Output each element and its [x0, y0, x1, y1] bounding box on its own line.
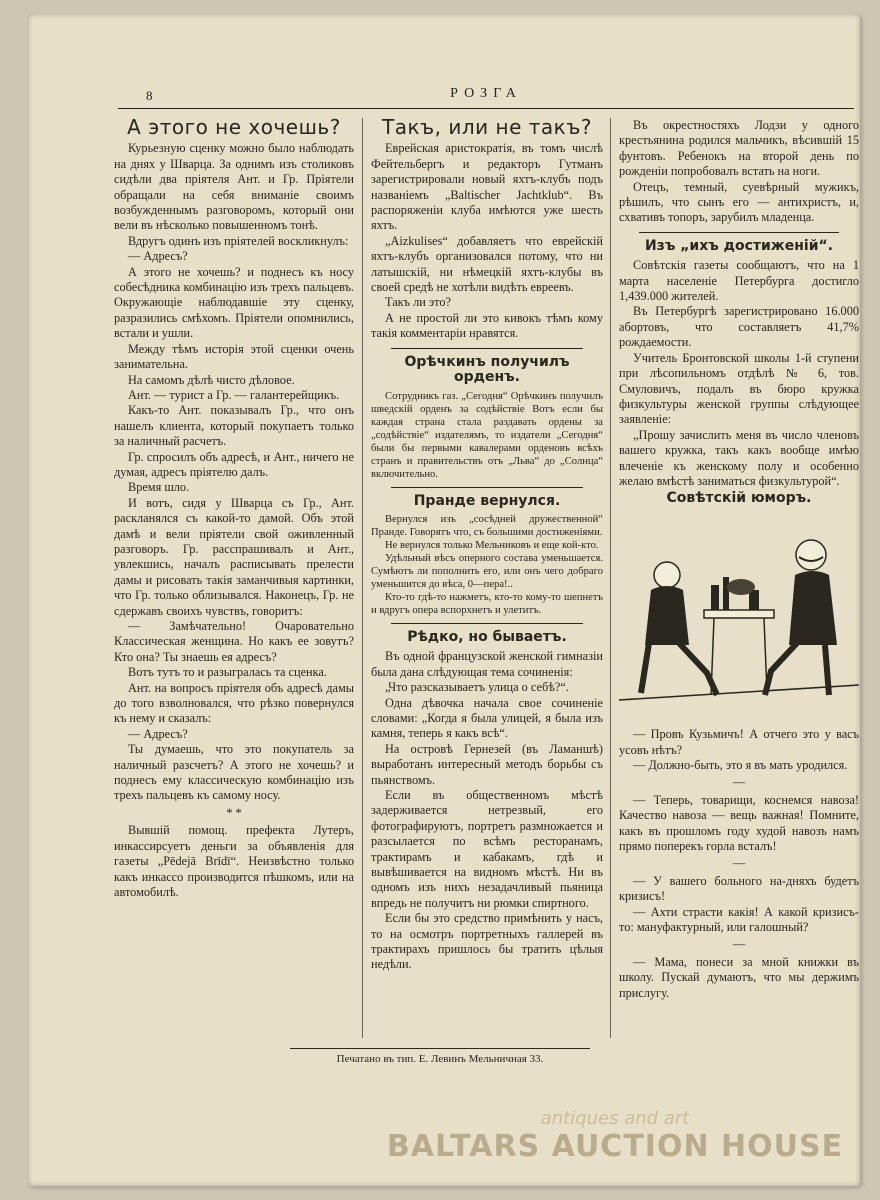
watermark-name: BALTARS AUCTION HOUSE — [386, 1129, 844, 1164]
page-header — [118, 86, 854, 109]
dash-separator: — — [732, 775, 746, 790]
paragraph: Гр. спросилъ объ адресѣ, и Ант., ничего не думая, адресъ пріятелю далъ. — [114, 449, 354, 479]
paragraph: Не вернулся только Мельниковъ и еще кой-кто. — [385, 539, 599, 551]
paragraph: Вдругъ одинъ изъ пріятелей воскликнулъ: — [128, 233, 349, 248]
paragraph: И вотъ, сидя у Шварца съ Гр., Ант. раскланялся съ какой-то дамой. Объ этой дамѣ и вели пріятели свой оживленный разговоръ. Гр. расспрашивалъ и Ант., увлекшись, началъ расписывать прелести дамы и рисовать такія заманчивыя картинки, что Гр. только облизывался. Наконецъ, Гр. не сдержавъ своихъ чувствъ, говоритъ: — [114, 495, 354, 618]
dialog-line: — Провъ Кузьмичъ! А отчего это у васъ усовъ нѣтъ? — [619, 727, 859, 757]
auction-watermark — [380, 1108, 850, 1170]
paragraph: Въ окрестностяхъ Лодзи у одного крестьянина родился мальчикъ, вѣсившій 15 фунтовъ. Ребенокъ на второй день по рожденіи попробовалъ встать на ноги. — [619, 118, 859, 179]
paragraph: Курьезную сценку можно было наблюдать на днях у Шварца. За однимъ изъ столиковъ сидѣли два пріятеля Ант. и Гр. Пріятели обращали на себя вниманіе своимъ возбужденнымъ разговоромъ, который они вели въ нѣсколько повышенномъ тонѣ. — [114, 141, 354, 233]
paragraph: — Адресъ? — [128, 726, 188, 741]
paragraph: Если бы это средство примѣнить у насъ, то на осмотръ портретныхъ галлерей въ трактирахъ пришлось бы тратить цѣлыя недѣли. — [371, 911, 603, 972]
paragraph: А не простой ли это кивокъ тѣмъ кому такія комментаріи нравятся. — [371, 310, 603, 341]
dialog-line: — Должно-быть, это я въ мать уродился. — [633, 757, 848, 772]
article-title-sovetsky-yumor: Совѣтскій юморъ. — [666, 490, 812, 507]
article-title-a-etogo: А этого не хочешь? — [127, 118, 341, 139]
divider — [639, 232, 839, 233]
paragraph: Отецъ, темный, суевѣрный мужикъ, рѣшилъ, что сынъ его — антихристъ, и, схвативъ топоръ, зарубилъ младенца. — [619, 179, 859, 225]
paragraph: „Что разсказываетъ улица о себѣ?“. — [385, 680, 569, 695]
column-3 — [610, 118, 859, 1038]
paragraph: Кто-то гдѣ-то нажметъ, кто-то кому-то шепнетъ и вдругъ опера вспорхнетъ и улетитъ. — [371, 591, 603, 616]
paragraph: Совѣтскія газеты сообщаютъ, что на 1 марта населеніе Петербурга достигло 1,439.000 жителей. — [619, 258, 859, 304]
paragraph: — Замѣчательно! Очаровательно Классическая женщина. Но какъ ее зовутъ? Кто она? Ты знаешь ея адресъ? — [114, 619, 354, 664]
watermark-tagline: antiques and art — [540, 1108, 690, 1129]
dash-separator: — — [732, 856, 746, 871]
paragraph: Удѣльный вѣсъ оперного состава уменьшается. Сумѣютъ ли пополнить его, или онъ чего добраго уменьшится до вѣса, 0—пера!.. — [371, 552, 603, 590]
cartoon-illustration — [619, 515, 859, 715]
article-title-redko: Рѣдко, но бываетъ. — [407, 628, 567, 645]
article-title-prande: Пранде вернулся. — [413, 492, 561, 509]
paragraph-luter: Вывшій помощ. префекта Лутеръ, инкассирсуетъ деньги за объявленія для газеты „Pēdejā Brīdī“. Неизвѣстно только какъ инкассо производится пѣшкомъ, или на автомобилѣ. — [114, 823, 354, 899]
column-1 — [114, 118, 354, 1038]
paragraph: Время шло. — [128, 480, 190, 495]
article-title-ikh-dostizheniy: Изъ „ихъ достиженій“. — [644, 237, 834, 254]
dialog-line: — Ахти страсти какія! А какой кризисъ-то: мануфактурный, или галошный? — [619, 904, 859, 935]
paragraph: Между тѣмъ исторія этой сценки очень занимательна. — [114, 341, 354, 372]
paragraph: Такъ ли это? — [385, 295, 451, 310]
paragraph: Одна дѣвочка начала свое сочиненіе словами: „Когда я была улицей, я была изъ камня, теперь я какъ всѣ“. — [371, 695, 603, 741]
paragraph: „Прошу зачислить меня въ число членовъ вашего кружка, такъ какъ вообще имѣю влеченіе къ женскому полу и особенно желаю вмѣстѣ заниматься физкультурой“. — [619, 427, 859, 488]
paragraph: На самомъ дѣлѣ чисто дѣловое. — [128, 372, 295, 387]
paragraph: Ант. на вопросъ пріятеля объ адресѣ дамы до того взволновался, что рѣзко повернулся къ нему и сказалъ: — [114, 680, 354, 726]
paragraph: Ант. — турист а Гр. — галантерейщикъ. — [128, 387, 340, 402]
dialog-line: — Мама, понеси за мной книжки въ школу. Пускай думаютъ, что мы держимъ прислугу. — [619, 954, 859, 1000]
article-title-orechkin: Орѣчкинъ получилъ орденъ. — [404, 353, 570, 386]
article-title-tak-ili: Такъ, или не такъ? — [381, 118, 592, 139]
paragraph: Вернулся изъ „сосѣдней дружественной“ Пранде. Говорятъ что, съ большими достиженіями. — [371, 513, 603, 538]
paragraph: — Адресъ? — [128, 249, 188, 264]
page-number: 8 — [146, 88, 153, 103]
paragraph: На островѣ Гернезей (въ Ламаншѣ) выработанъ интересный методъ борьбы съ пьянствомъ. — [371, 741, 603, 787]
paragraph: А этого не хочешь? и поднесъ къ носу собесѣдника комбинацію изъ трехъ пальцевъ. Окружающіе наблюдавшіе эту сценку, разразились смѣхомъ. Пріятели опомнились, встали и ушли. — [114, 264, 354, 341]
divider — [391, 348, 583, 349]
section-stars: * * — [226, 805, 242, 820]
paragraph: Ты думаешь, что это покупатель за наличный разсчетъ? А этого не хочешь? и поднесъ ему классическую комбинацію изъ трехъ пальцевъ къ самому носу. — [114, 742, 354, 803]
paragraph: Если въ общественномъ мѣстѣ задерживается нетрезвый, его фотографируютъ, портретъ размножается и разсылается по всѣмъ ресторанамъ, трактирамъ и кабакамъ, гдѣ и вывѣшивается на видномъ мѣстѣ. Ни въ одномъ изъ нихъ незадачливый пьяница впредь не получитъ ни рюмки спиртного. — [371, 787, 603, 910]
dash-separator: — — [732, 937, 746, 952]
paragraph: Какъ-то Ант. показывалъ Гр., что онъ нашелъ клиента, который покупаетъ только за наличный расчетъ. — [114, 403, 354, 449]
paragraph: Еврейская аристократія, въ томъ числѣ Фейтельбергъ и редакторъ Гутманъ зарегистрировали новый яхтъ-клубъ подъ названіемъ „Baltischer Jachtklub“. Въ распоряженіи клуба имѣются уже шесть яхтъ. — [371, 141, 603, 233]
journal-title: РОЗГА — [450, 86, 522, 101]
printer-footer: Печатано въ тип. Е. Левинъ Мельничная 33. — [290, 1048, 590, 1065]
paragraph: Въ одной французской женской гимназіи была дана слѣдующая тема сочиненія: — [371, 649, 603, 679]
divider — [391, 623, 583, 624]
paragraph: „Aizkulises“ добавляетъ что еврейскій яхтъ-клубъ организовался потому, что ни латышскій, ни нѣмецкій яхтъ-клубы въ своей средѣ не хотѣли видѣть евреевъ. — [371, 233, 603, 295]
dialog-line: — У вашего больного на-дняхъ будетъ кризисъ! — [619, 873, 859, 904]
column-2 — [362, 118, 603, 1038]
dialog-line: — Теперь, товарищи, коснемся навоза! Качество навоза — вещь важная! Помните, какъ въ прошломъ году худой навозъ намъ прямо поперекъ горла всталъ! — [619, 792, 859, 853]
paragraph: Сотрудникъ газ. „Сегодня“ Орѣчкинъ получилъ шведскій орденъ за содѣйствіе Вотъ если бы каждая страна стала раздавать ордены за „содѣйствіе“ издателямъ, то издатели „Сегодня“ были бы первыми кавалерами орденовъ всѣхъ странъ и правительствъ отъ „Льва“ до „Солнца“ включительно. — [371, 390, 603, 480]
paragraph: Учитель Бронтовской школы 1-й ступени при лѣсопильномъ отдѣлѣ № 6, тов. Смуловичъ, подалъ въ бюро кружка физкультуры женской группы слѣдующее заявленіе: — [619, 350, 859, 427]
divider — [391, 487, 583, 488]
paragraph: Вотъ тутъ то и разыгралась та сценка. — [128, 665, 327, 680]
paragraph: Въ Петербургѣ зарегистрировано 16.000 абортовъ, что составляетъ 41,7% рождаемости. — [619, 304, 859, 350]
